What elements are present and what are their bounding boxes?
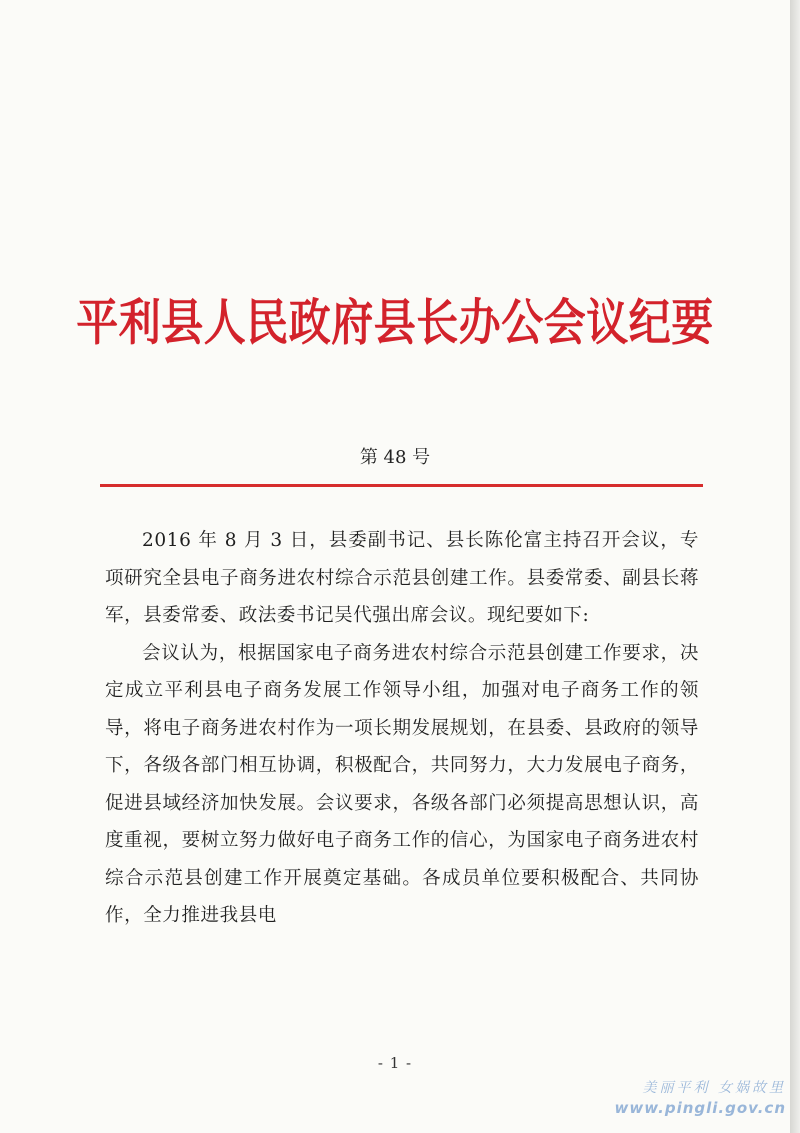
document-body [105, 522, 699, 935]
red-divider-line [100, 484, 703, 487]
body-paragraph-2: 会议认为，根据国家电子商务进农村综合示范县创建工作要求，决定成立平利县电子商务发展工作领导小组，加强对电子商务工作的领导，将电子商务进农村作为一项长期发展规划，在县委、县政府的领导下，各级各部门相互协调，积极配合，共同努力，大力发展电子商务，促进县域经济加快发展。会议要求，各级各部门必须提高思想认识，高度重视，要树立努力做好电子商务工作的信心，为国家电子商务进农村综合示范县创建工作开展奠定基础。各成员单位要积极配合、共同协作，全力推进我县电 [105, 642, 699, 926]
site-watermark [586, 1078, 786, 1118]
document-title: 平利县人民政府县长办公会议纪要 [76, 293, 714, 352]
document-number: 第 48 号 [359, 447, 431, 468]
watermark-url: www.pingli.gov.cn [614, 1099, 786, 1117]
watermark-slogan: 美丽平利 女娲故里 [642, 1080, 786, 1096]
scan-edge-shadow [790, 0, 800, 1133]
page-number: - 1 - [377, 1054, 413, 1072]
body-paragraph-1: 2016 年 8 月 3 日，县委副书记、县长陈伦富主持召开会议，专项研究全县电子商务进农村综合示范县创建工作。县委常委、副县长蒋军，县委常委、政法委书记吴代强出席会议。现纪要如下: [105, 530, 699, 626]
